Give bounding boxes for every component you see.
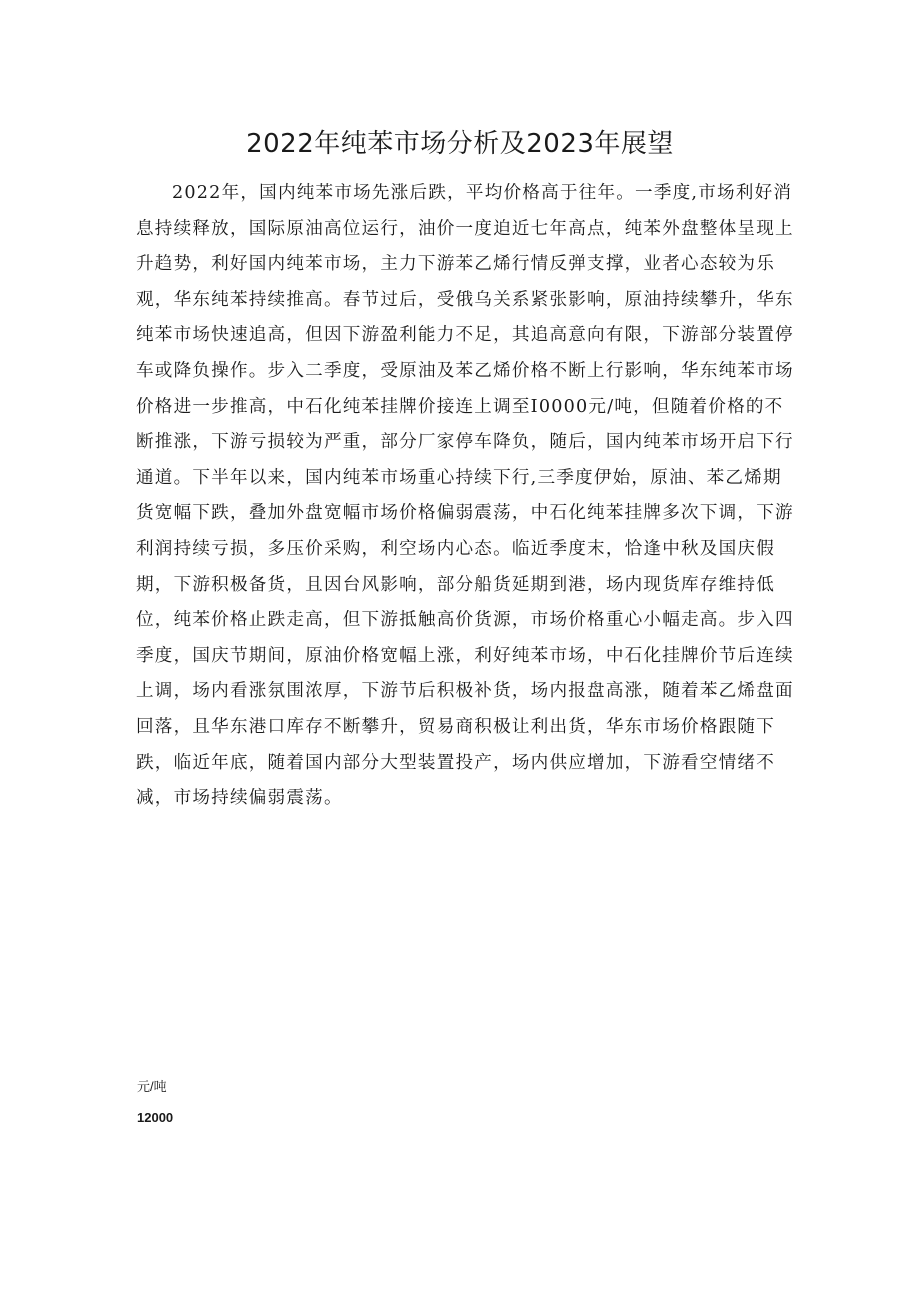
chart-axis-unit-label: 元/吨 (137, 1079, 167, 1094)
document-title: 2022年纯苯市场分析及2023年展望 (246, 129, 674, 159)
body-paragraph: 2022年，国内纯苯市场先涨后跌，平均价格高于往年。一季度,市场利好消息持续释放，国际原油高位运行，油价一度迫近七年高点，纯苯外盘整体呈现上升趋势，利好国内纯苯市场，主力下游苯乙烯行情反弹支撑，业者心态较为乐观，华东纯苯持续推高。春节过后，受俄乌关系紧张影响，原油持续攀升，华东纯苯市场快速追高，但因下游盈利能力不足，其追高意向有限，下游部分装置停车或降负操作。步入二季度，受原油及苯乙烯价格不断上行影响，华东纯苯市场价格进一步推高，中石化纯苯挂牌价接连上调至I0000元/吨，但随着价格的不断推涨，下游亏损较为严重，部分厂家停车降负，随后，国内纯苯市场开启下行通道。下半年以来，国内纯苯市场重心持续下行,三季度伊始，原油、苯乙烯期货宽幅下跌，叠加外盘宽幅市场价格偏弱震荡，中石化纯苯挂牌多次下调，下游利润持续亏损，多压价采购，利空场内心态。临近季度末，恰逢中秋及国庆假期，下游积极备货，且因台风影响，部分船货延期到港，场内现货库存维持低位，纯苯价格止跌走高，但下游抵触高价货源，市场价格重心小幅走高。步入四季度，国庆节期间，原油价格宽幅上涨，利好纯苯市场，中石化挂牌价节后连续上调，场内看涨氛围浓厚，下游节后积极补货，场内报盘高涨，随着苯乙烯盘面回落，且华东港口库存不断攀升，贸易商积极让利出货，华东市场价格跟随下跌，临近年底，随着国内部分大型装置投产，场内供应增加，下游看空情绪不减，市场持续偏弱震荡。 (136, 183, 794, 809)
chart-axis-tick-label: 12000 (137, 1110, 174, 1125)
